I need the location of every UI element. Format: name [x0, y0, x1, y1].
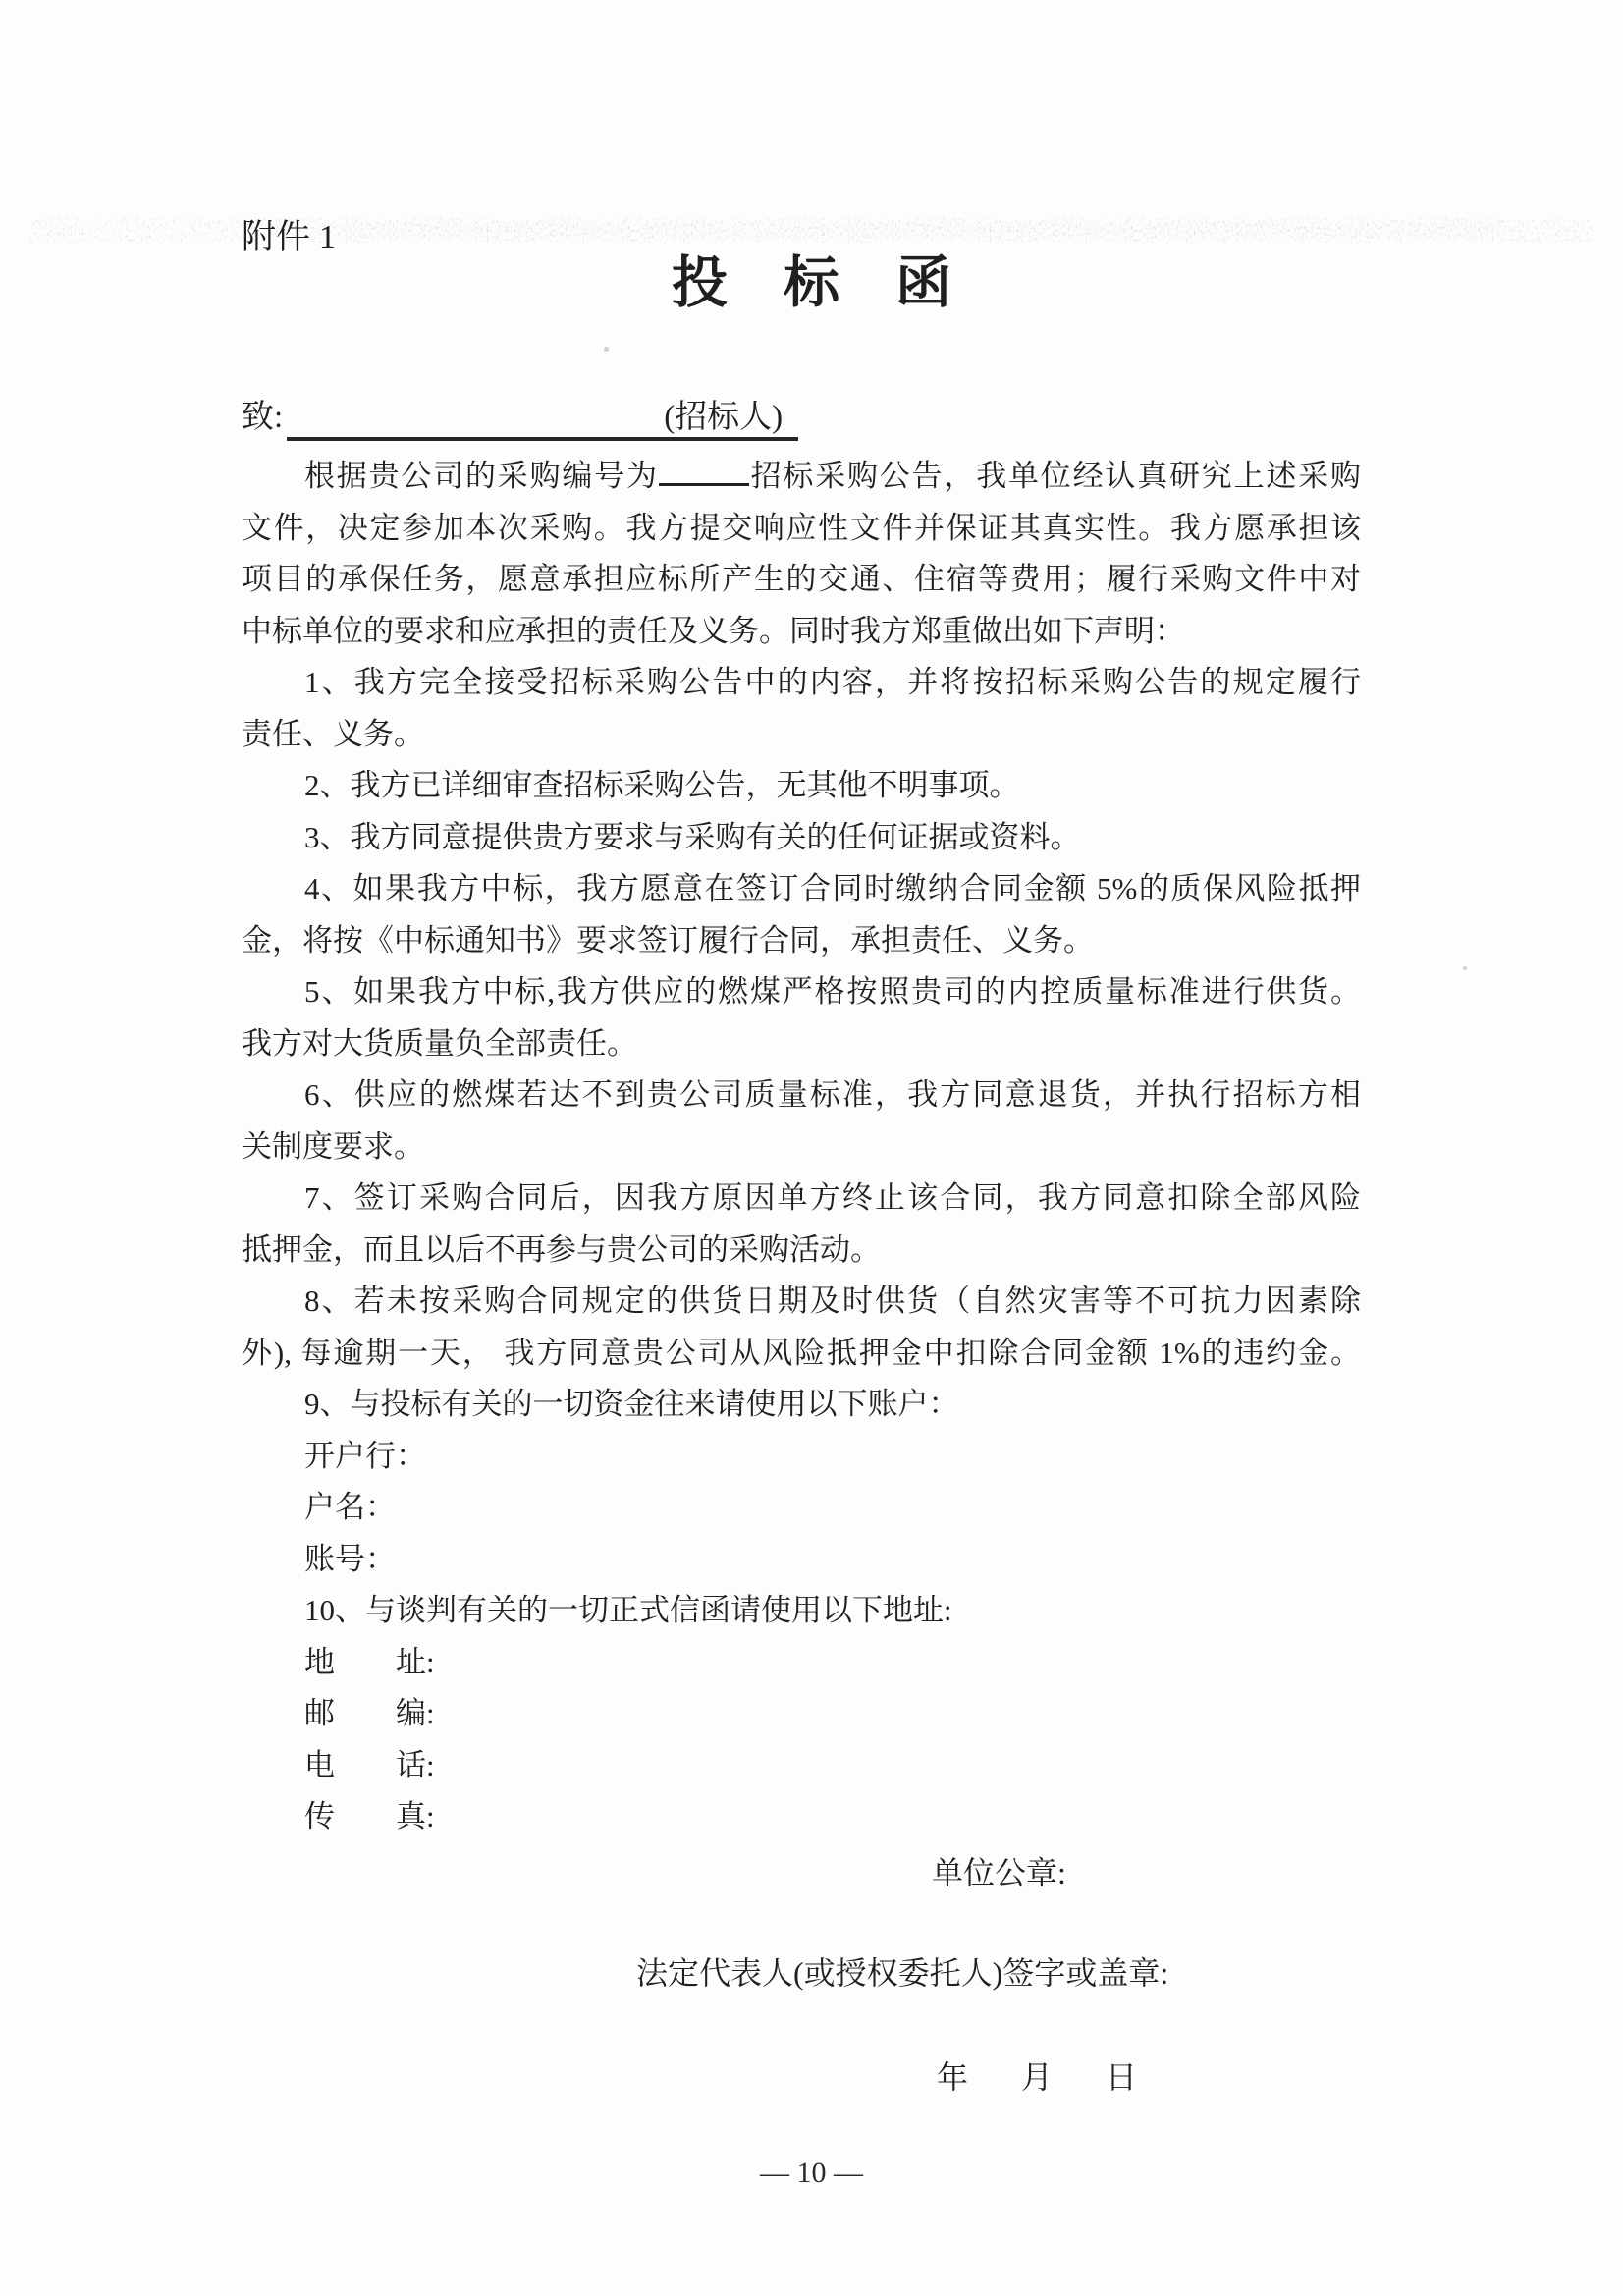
- date-line: 年 月 日: [937, 2059, 1149, 2095]
- scan-speck: [1463, 966, 1467, 970]
- document-body: [242, 451, 1361, 1843]
- body-line: 地 址:: [304, 1644, 435, 1679]
- intro-text-after-blank: 招标采购公告，我单位经认真研究上述采购: [748, 459, 1362, 493]
- body-line: 8、若未按采购合同规定的供货日期及时供货（自然灾害等不可抗力因素除: [304, 1284, 1361, 1318]
- body-line: 10、与谈判有关的一切正式信函请使用以下地址:: [304, 1593, 952, 1627]
- body-line: 我方对大货质量负全部责任。: [242, 1025, 637, 1061]
- intro-text-before-blank: 根据贵公司的采购编号为: [304, 459, 659, 493]
- body-line: 账号：: [304, 1541, 396, 1576]
- document-title: 投 标 函: [672, 252, 951, 314]
- scan-speck: [604, 347, 609, 352]
- body-line: 外), 每逾期一天， 我方同意贵公司从风险抵押金中扣除合同金额 1%的违约金。: [242, 1335, 1361, 1370]
- addressee-label: (招标人): [664, 400, 784, 435]
- body-line: 5、如果我方中标,我方供应的燃煤严格按照贵司的内控质量标准进行供货。: [304, 974, 1361, 1009]
- signature-label: 法定代表人(或授权委托人)签字或盖章:: [636, 1955, 1169, 1991]
- body-line: 责任、义务。: [242, 716, 424, 751]
- page-number: — 10 —: [760, 2157, 863, 2189]
- attachment-label: 附件 1: [242, 218, 337, 256]
- blank-underline: [659, 483, 749, 486]
- body-line: 户名：: [304, 1490, 396, 1524]
- body-line: 项目的承保任务，愿意承担应标所产生的交通、住宿等费用；履行采购文件中对: [242, 562, 1361, 596]
- salutation-line: [242, 391, 798, 441]
- body-line: 中标单位的要求和应承担的责任及义务。同时我方郑重做出如下声明：: [242, 613, 1185, 648]
- body-line: 9、与投标有关的一切资金往来请使用以下账户：: [304, 1387, 959, 1421]
- body-line: 抵押金，而且以后不再参与贵公司的采购活动。: [242, 1231, 881, 1267]
- body-line: 邮 编:: [304, 1696, 435, 1730]
- body-line: 文件，决定参加本次采购。我方提交响应性文件并保证其真实性。我方愿承担该: [242, 510, 1361, 545]
- intro-line: [242, 451, 1361, 503]
- body-line: 1、我方完全接受招标采购公告中的内容，并将按招标采购公告的规定履行: [304, 665, 1361, 699]
- stamp-label: 单位公章:: [932, 1855, 1066, 1890]
- body-line: 6、供应的燃煤若达不到贵公司质量标准，我方同意退货，并执行招标方相: [304, 1077, 1361, 1112]
- addressee-underline: [287, 391, 798, 441]
- body-line: 传 真:: [304, 1799, 435, 1833]
- body-line: 开户行：: [304, 1438, 426, 1473]
- body-line: 2、我方已详细审查招标采购公告，无其他不明事项。: [304, 768, 1020, 802]
- body-line: 金，将按《中标通知书》要求签订履行合同，承担责任、义务。: [242, 922, 1094, 957]
- body-line: 关制度要求。: [242, 1128, 424, 1164]
- body-line: 7、签订采购合同后，因我方原因单方终止该合同，我方同意扣除全部风险: [304, 1180, 1361, 1215]
- body-line: 电 话:: [304, 1747, 435, 1782]
- body-line: 3、我方同意提供贵方要求与采购有关的任何证据或资料。: [304, 819, 1081, 854]
- body-line: 4、如果我方中标，我方愿意在签订合同时缴纳合同金额 5%的质保风险抵押: [304, 871, 1361, 905]
- salutation-prefix: 致:: [242, 400, 284, 435]
